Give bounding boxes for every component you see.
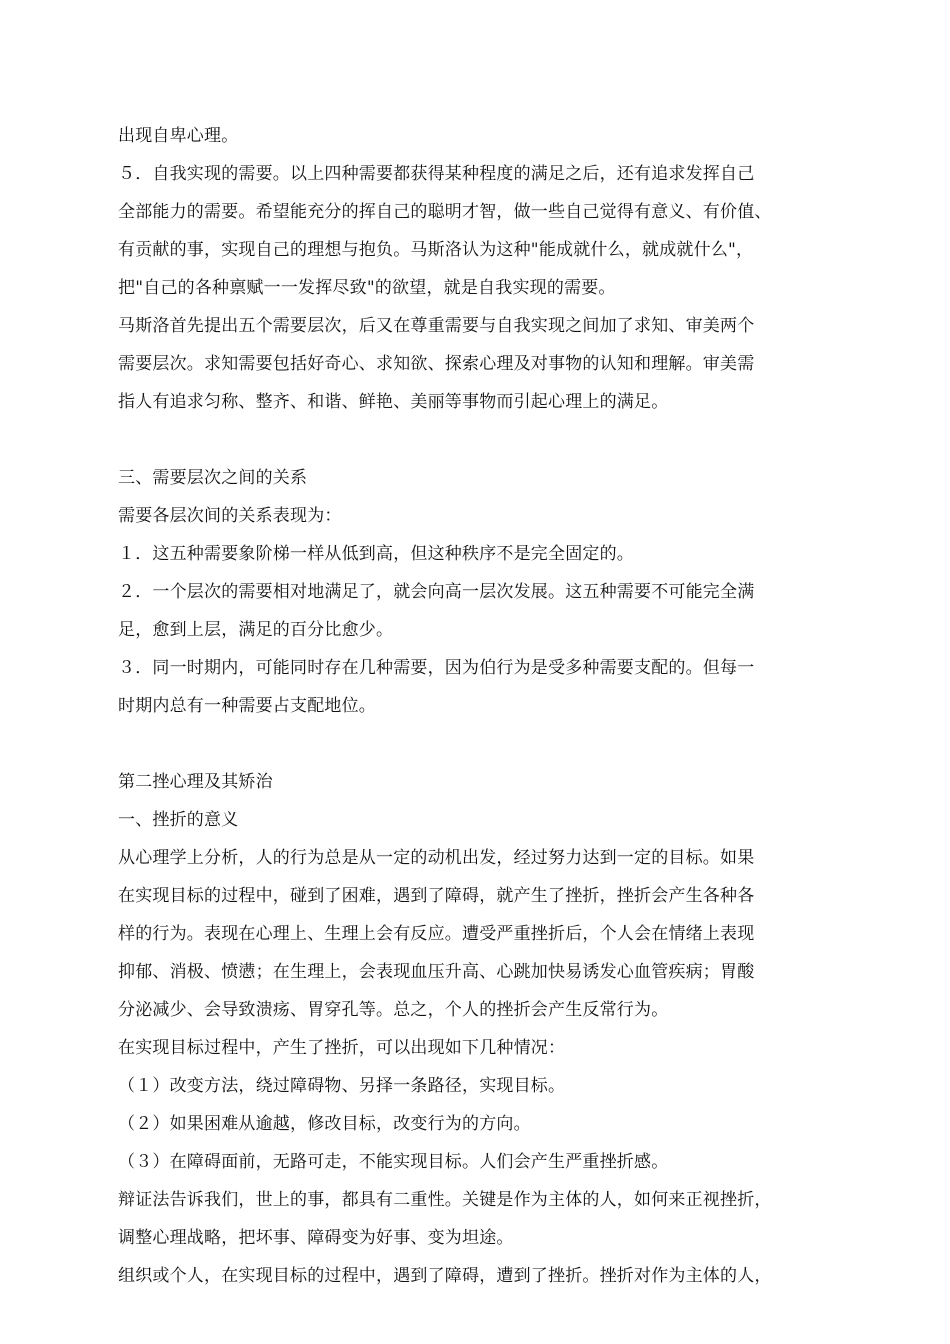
paragraph-gap: [118, 421, 838, 459]
text-line: 出现自卑心理。: [118, 126, 239, 146]
text-line: 组织或个人，在实现目标的过程中，遇到了障碍，遭到了挫折。挫折对作为主体的人，: [118, 1266, 772, 1286]
section-heading: 三、需要层次之间的关系: [118, 468, 308, 488]
text-line: 在实现目标的过程中，碰到了困难，遇到了障碍，就产生了挫折，挫折会产生各种各: [118, 886, 755, 906]
text-line: 调整心理战略，把坏事、障碍变为好事、变为坦途。: [118, 1228, 514, 1248]
text-line: 需要各层次间的关系表现为：: [118, 506, 342, 526]
text-line: 分泌减少、会导致溃疡、胃穿孔等。总之，个人的挫折会产生反常行为。: [118, 1000, 669, 1020]
text-line: 样的行为。表现在心理上、生理上会有反应。遭受严重挫折后，个人会在情绪上表现: [118, 924, 755, 944]
text-line: 时期内总有一种需要占支配地位。: [118, 696, 376, 716]
text-line: 马斯洛首先提出五个需要层次，后又在尊重需要与自我实现之间加了求知、审美两个: [118, 316, 755, 336]
text-line: 足，愈到上层，满足的百分比愈少。: [118, 620, 394, 640]
text-line: 辩证法告诉我们，世上的事，都具有二重性。关键是作为主体的人，如何来正视挫折，: [118, 1190, 772, 1210]
list-item: （２）如果困难从逾越，修改目标，改变行为的方向。: [118, 1114, 531, 1134]
chapter-heading: 第二挫心理及其矫治: [118, 772, 273, 792]
text-line: 指人有追求匀称、整齐、和谐、鲜艳、美丽等事物而引起心理上的满足。: [118, 392, 669, 412]
text-line: 在实现目标过程中，产生了挫折，可以出现如下几种情况：: [118, 1038, 566, 1058]
text-line: 有贡献的事，实现自己的理想与抱负。马斯洛认为这种"能成就什么，就成就什么"，: [118, 240, 754, 260]
text-line: 需要层次。求知需要包括好奇心、求知欲、探索心理及对事物的认知和理解。审美需: [118, 354, 755, 374]
list-item: （１）改变方法，绕过障碍物、另择一条路径，实现目标。: [118, 1076, 566, 1096]
text-line: ２．一个层次的需要相对地满足了，就会向高一层次发展。这五种需要不可能完全满: [118, 582, 755, 602]
text-line: ５．自我实现的需要。以上四种需要都获得某种程度的满足之后，还有追求发挥自己: [118, 164, 755, 184]
text-line: 把"自己的各种禀赋一一发挥尽致"的欲望，就是自我实现的需要。: [118, 278, 616, 298]
section-heading: 一、挫折的意义: [118, 810, 239, 830]
text-line: １．这五种需要象阶梯一样从低到高，但这种秩序不是完全固定的。: [118, 544, 634, 564]
text-line: 全部能力的需要。希望能充分的挥自己的聪明才智，做一些自己觉得有意义、有价值、: [118, 202, 772, 222]
text-line: 从心理学上分析，人的行为总是从一定的动机出发，经过努力达到一定的目标。如果: [118, 848, 755, 868]
document-page: [118, 117, 838, 1295]
text-line: 抑郁、消极、愤懑；在生理上，会表现血压升高、心跳加快易诱发心血管疾病；胃酸: [118, 962, 755, 982]
text-line: ３．同一时期内，可能同时存在几种需要，因为伯行为是受多种需要支配的。但每一: [118, 658, 755, 678]
paragraph-gap: [118, 725, 838, 763]
list-item: （３）在障碍面前，无路可走，不能实现目标。人们会产生严重挫折感。: [118, 1152, 669, 1172]
